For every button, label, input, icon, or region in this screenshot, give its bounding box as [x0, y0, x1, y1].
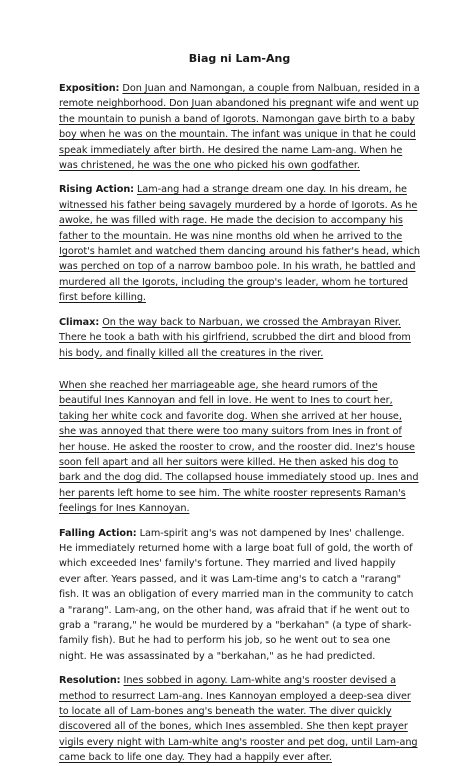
rising-action-text: Lam-ang had a strange dream one day. In his dream, he witnessed his father being savagely murdered by a horde of Igorots. As he awoke, he was filled with rage. He made the decision to accompany his father to the mountain. He was nine months old when he arrived to the Igorot's hamlet and watched them dancing around his father's head, which was perched on top of a narrow bamboo pole. In his wrath, he battled and murdered all the Igorots, including the group's leader, whom he tortured first before killing. [59, 184, 420, 304]
exposition-text: Don Juan and Namongan, a couple from Nalbuan, resided in a remote neighborhood. Don Juan abandoned his pregnant wife and went up the mountain to punish a band of Igorots. Namongan gave birth to a baby boy when he was on the mountain. The infant was unique in that he could speak immediately after birth. He desired the name Lam-ang. When he was christened, he was the one who picked his own godfather. [59, 83, 420, 172]
falling-action-label: Falling Action: [59, 527, 137, 539]
falling-action-text: Lam-spirit ang's was not dampened by Ines' challenge. He immediately returned home with a large boat full of gold, the worth of which exceeded Ines' family's fortune. They married and lived happily ever after. Years passed, and it was Lam-time ang's to catch a "rarang" fish. It was an obligation of every married man in the community to catch a "rarang". Lam-ang, on the other hand, was afraid that if he went out to grab a "rarang," he would be murdered by a "berkahan" (a type of shark-family fish). But he had to perform his job, so he went out to sea one night. He was assassinated by a "berkahan," as he had predicted. [59, 527, 414, 662]
document-title: Biag ni Lam-Ang [188, 52, 291, 65]
climax-paragraph [59, 315, 420, 361]
resolution-text: Ines sobbed in agony. Lam-white ang's rooster devised a method to resurrect Lam-ang. Ines Kannoyan employed a deep-sea diver to locate all of Lam-bones ang's beneath the water. The diver quickly discovered all of the bones, which Ines assembled. She then kept prayer vigils every night with Lam-white ang's rooster and pet dog, until Lam-ang came back to life one day. They had a happily ever after. [59, 675, 418, 764]
falling-action-paragraph [59, 526, 420, 665]
exposition-label: Exposition: [59, 83, 120, 94]
resolution-label: Resolution: [59, 675, 121, 687]
exposition-paragraph [59, 81, 420, 173]
resolution-paragraph [59, 673, 420, 765]
climax-label: Climax: [59, 316, 100, 328]
rising-action-label: Rising Action: [59, 184, 134, 196]
climax-continued-paragraph [59, 378, 420, 517]
climax-continued-text: When she reached her marriageable age, she heard rumors of the beautiful Ines Kannoyan and fell in love. He went to Ines to court her, taking her white cock and favorite dog. When she arrived at her house, she was annoyed that there were too many suitors from Ines in front of her house. He asked the rooster to crow, and the rooster did. Inez's house soon fell apart and all her suitors were killed. He then asked his dog to bark and the dog did. The collapsed house immediately stood up. Ines and her parents left home to see him. The white rooster represents Raman's feelings for Ines Kannoyan. [59, 379, 419, 515]
rising-action-paragraph [59, 182, 420, 305]
climax-text: On the way back to Narbuan, we crossed the Ambrayan River. There he took a bath with his girlfriend, scrubbed the dirt and blood from his body, and finally killed all the creatures in the river. [59, 316, 411, 359]
